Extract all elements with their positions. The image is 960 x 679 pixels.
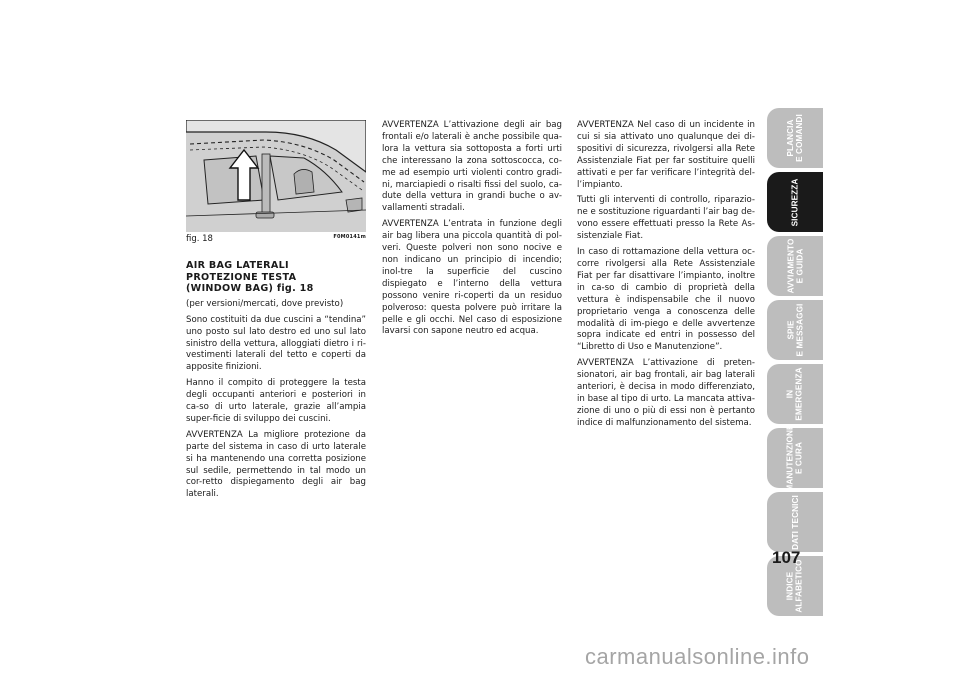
warning-paragraph: AVVERTENZA Nel caso di un incidente in cui si sia attivato uno qualunque dei di-spositivi di sicurezza, rivolgersi alla Rete Assistenziale Fiat per far sostituire quelli attivati e per far verificare l’integrità del-l’impianto. [577, 120, 755, 190]
tab-dati-tecnici[interactable] [767, 492, 823, 552]
paragraph: Tutti gli interventi di controllo, riparazio-ne e sostituzione riguardanti l’air bag de-vono essere effettuati presso la Rete As-sistenziale Fiat. [577, 195, 755, 242]
figure-code: F0M0141m [333, 234, 366, 240]
window-bag-illustration [186, 120, 366, 232]
page-number: 107 [772, 548, 801, 567]
section-subnote: (per versioni/mercati, dove previsto) [186, 298, 344, 309]
figure-caption [186, 234, 366, 244]
warning-paragraph: AVVERTENZA La migliore protezione da parte del sistema in caso di urto laterale si ha mantenendo una corretta posizione sul sedile, permettendo in tal modo un cor-retto dispiegamento degli air bag laterali. [186, 429, 366, 500]
tab-in-emergenza[interactable] [767, 364, 823, 424]
warning-paragraph: AVVERTENZA L’entrata in funzione degli air bag libera una piccola quantità di pol-veri. Queste polveri non sono nocive e non indicano un principio di incendio; inol-tre la superficie del cuscino dispiegato e l’interno della vettura possono venire ri-coperti da un residuo polveroso: questa polvere può irritare la pelle e gli occhi. Nel caso di esposizione lavarsi con sapone neutro ed acqua. [382, 219, 562, 337]
text-column-3 [577, 120, 755, 434]
text-column-2 [382, 120, 562, 342]
tab-label: INDICE ALFABETICO [786, 559, 804, 613]
tab-label: DATI TECNICI [790, 494, 800, 550]
tab-spie-e-messaggi[interactable] [767, 300, 823, 360]
warning-paragraph: AVVERTENZA L’attivazione degli air bag frontali e/o laterali è anche possibile qua-lora la vettura sia sottoposta a forti urti che interessano la zona sottoscocca, co-me ad esempio urti violenti contro gradi-ni, marciapiedi o risalti fissi del suolo, ca-dute della vettura in grandi buche o av-vallamenti stradali. [382, 120, 562, 214]
tab-label: SPIE E MESSAGGI [786, 303, 804, 357]
tab-avviamento-e-guida[interactable] [767, 236, 823, 296]
text-column-1 [186, 260, 366, 505]
tab-label: AVVIAMENTO E GUIDA [786, 238, 804, 294]
tab-sicurezza[interactable] [767, 172, 823, 232]
tab-plancia-e-comandi[interactable] [767, 108, 823, 168]
paragraph: Sono costituiti da due cuscini a “tendina” uno posto sul lato destro ed uno sul lato sinistro della vettura, alloggiati dietro i ri-vestimenti laterali del tetto e coperti da apposite finizioni. [186, 314, 366, 373]
paragraph: In caso di rottamazione della vettura oc-corre rivolgersi alla Rete Assistenziale Fiat per far disattivare l’impianto, inoltre in ca-so di cambio di proprietà della vettura è indispensabile che il nuovo proprietario venga a conoscenza delle modalità di im-piego e delle avvertenze sopra indicate ed entri in possesso del “Libretto di Uso e Manutenzione”. [577, 247, 755, 353]
tab-label: PLANCIA E COMANDI [785, 114, 804, 162]
warning-paragraph: AVVERTENZA L’attivazione di preten-sionatori, air bag frontali, air bag laterali anteriori, è decisa in modo differenziato, in base al tipo di urto. La mancata attiva-zione di uno o più di essi non è pertanto indice di malfunzionamento del sistema. [577, 358, 755, 428]
car-side-window-drawing [186, 120, 366, 232]
tab-label: IN EMERGENZA [786, 367, 804, 421]
heading-line-1: AIR BAG LATERALI [186, 260, 289, 271]
watermark-text[interactable]: carmanualsonline.info [585, 644, 810, 669]
section-heading [186, 260, 366, 295]
tab-label: MANUTENZIONE E CURA [786, 424, 804, 492]
tab-manutenzione-e-cura[interactable] [767, 424, 823, 492]
tab-label: SICUREZZA [790, 178, 800, 226]
paragraph: Hanno il compito di proteggere la testa degli occupanti anteriori e posteriori in ca-so di urto laterale, grazie all’ampia super-ficie di sviluppo dei cuscini. [186, 378, 366, 424]
heading-line-2: PROTEZIONE TESTA [186, 271, 297, 283]
heading-line-3: (WINDOW BAG) fig. 18 [186, 283, 314, 295]
figure-label: fig. 18 [186, 234, 213, 244]
